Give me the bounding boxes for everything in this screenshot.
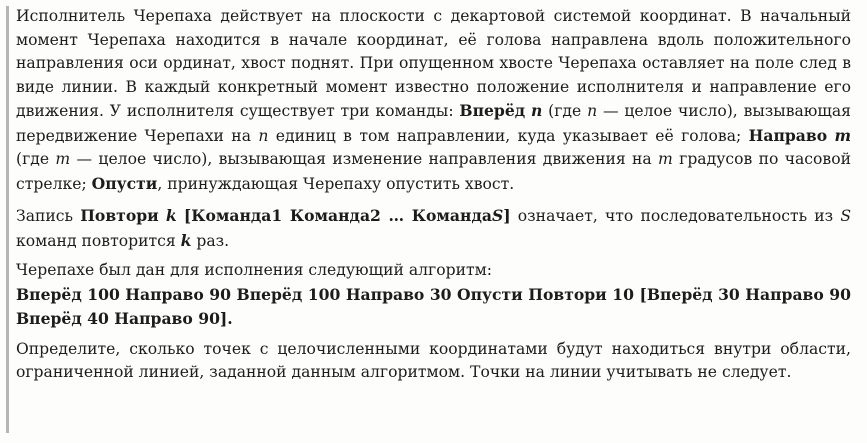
- text-fragment: , принуждающая Черепаху опустить хвост.: [157, 174, 515, 193]
- text-fragment: единиц в том направлении, куда указывает её голова;: [268, 126, 749, 145]
- variable-m: m: [658, 150, 673, 168]
- text-fragment: Запись: [16, 207, 81, 225]
- text-fragment: Исполнитель Черепаха действует на плоскости с декартовой системой координат. В начальный момент Черепаха находится в начале координат, её голова направлена вдоль положительного направления оси ординат, хвост поднят. При опущенном хвосте Черепаха оставляет на поле след в виде линии. В каждый конкретный момент известно положение исполнителя и направление его движения. У исполнителя существует три команды:: [16, 7, 851, 120]
- algorithm-commands: Вперёд 100 Направо 90 Вперёд 100 Направо 30 Опусти Повтори 10 [Вперёд 30 Направо 90 Вперёд 40 Направо 90].: [16, 284, 851, 328]
- variable-s: S: [840, 207, 851, 225]
- command-list-end: ]: [503, 206, 511, 225]
- text-fragment: — целое число), вызывающая передвижение Черепахи на: [16, 102, 851, 145]
- variable-m: m: [55, 150, 71, 168]
- variable-n: n: [587, 102, 598, 120]
- command-right: Направо: [748, 125, 828, 145]
- repeat-description-paragraph: [16, 204, 851, 253]
- variable-m: m: [834, 125, 851, 145]
- command-list: [184, 206, 511, 225]
- text-fragment: градусов по часовой стрелке;: [16, 150, 851, 193]
- text-fragment: (где: [16, 150, 56, 168]
- text-fragment: означает, что последовательность из: [510, 207, 841, 225]
- algorithm-intro: Черепахе был дан для исполнения следующий алгоритм:: [16, 261, 492, 279]
- text-fragment: (где: [542, 102, 588, 120]
- command-list-text: [Команда1 Команда2 … Команда: [183, 206, 492, 225]
- command-repeat: Повтори: [80, 206, 159, 225]
- text-fragment: — целое число), вызывающая изменение направления движения на: [70, 150, 659, 168]
- variable-n: n: [530, 101, 543, 120]
- variable-k: k: [180, 230, 192, 250]
- text-fragment: раз.: [191, 231, 230, 250]
- variable-n: n: [258, 126, 269, 145]
- command-down: Опусти: [91, 173, 158, 193]
- algorithm-text: [16, 283, 851, 332]
- variable-s: S: [491, 206, 504, 225]
- command-forward: Вперёд: [459, 101, 526, 120]
- text-fragment: команд повторится: [16, 231, 181, 250]
- variable-k: k: [165, 206, 177, 225]
- question-paragraph: Определите, сколько точек с целочисленными координатами будут находиться внутри области, ограниченной линией, заданной данным алгоритмом. Точки на линии учитывать не следует.: [16, 339, 851, 381]
- turtle-description-paragraph: [16, 5, 851, 196]
